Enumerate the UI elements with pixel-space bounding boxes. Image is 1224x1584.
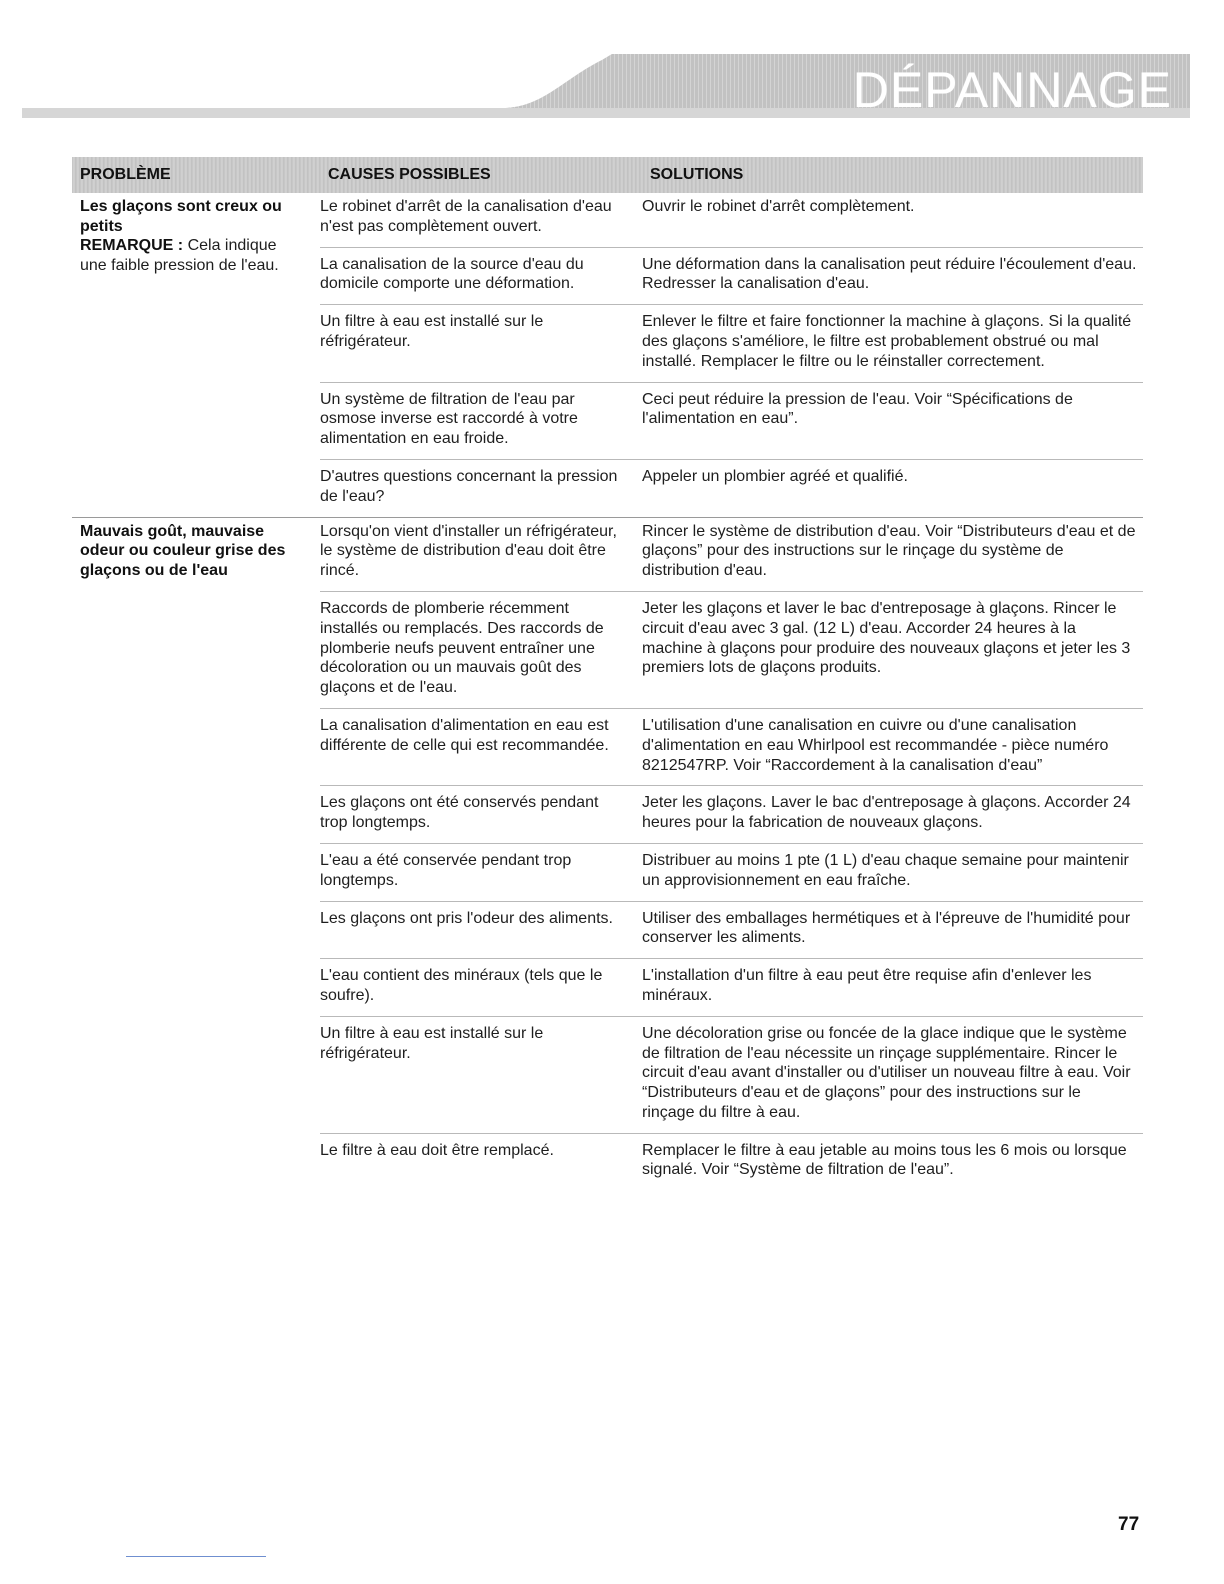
column-header-solutions: SOLUTIONS <box>650 166 744 183</box>
footer-rule <box>126 1556 266 1557</box>
cause-cell: La canalisation de la source d'eau du domicile comporte une déformation. <box>320 255 584 293</box>
table-row <box>320 708 1143 785</box>
header-banner <box>22 50 1190 120</box>
problem-note <box>80 236 304 275</box>
solution-cell: L'installation d'un filtre à eau peut être requise afin d'enlever les minéraux. <box>642 967 1092 1004</box>
solution-cell: Distribuer au moins 1 pte (1 L) d'eau chaque semaine pour maintenir un approvisionnement en eau fraîche. <box>642 851 1129 889</box>
solution-cell: Ouvrir le robinet d'arrêt complètement. <box>642 198 915 215</box>
table-row <box>320 843 1143 901</box>
table-row <box>320 1016 1143 1133</box>
cause-cell: Le filtre à eau doit être remplacé. <box>320 1141 554 1159</box>
problem-note-text: Cela indique une faible pression de l'eau. <box>80 237 279 274</box>
problem-group <box>72 193 1143 517</box>
problem-cell <box>72 193 312 517</box>
table-row <box>320 382 1143 459</box>
table-body <box>72 193 1143 1190</box>
problem-group <box>72 517 1143 1191</box>
cause-cell: Raccords de plomberie récemment installés ou remplacés. Des raccords de plomberie neufs peuvent entraîner une décoloration ou un mauvais goût des glaçons et de l'eau. <box>320 599 604 697</box>
problem-title: Mauvais goût, mauvaise odeur ou couleur grise des glaçons ou de l'eau <box>80 522 286 579</box>
solution-cell: Utiliser des emballages hermétiques et à l'épreuve de l'humidité pour conserver les aliments. <box>642 909 1131 947</box>
cause-cell: Lorsqu'on vient d'installer un réfrigérateur, le système de distribution d'eau doit être rincé. <box>320 522 617 580</box>
solution-cell: Une décoloration grise ou foncée de la glace indique que le système de filtration de l'eau nécessite un rinçage supplémentaire. Rincer le circuit d'eau avant d'installer ou d'utiliser un nouveau filtre à eau. Voir “Distributeurs d'eau et de glaçons” pour des instructions sur le rinçage du filtre à eau. <box>642 1024 1131 1121</box>
solution-cell: L'utilisation d'une canalisation en cuivre ou d'une canalisation d'alimentation en eau Whirlpool est recommandée - pièce numéro 8212547RP. Voir “Raccordement à la canalisation d'eau” <box>642 716 1109 774</box>
table-row <box>320 193 1143 247</box>
table-row <box>320 958 1143 1016</box>
table-row <box>320 459 1143 517</box>
solution-cell: Remplacer le filtre à eau jetable au moins tous les 6 mois ou lorsque signalé. Voir “Système de filtration de l'eau”. <box>642 1141 1127 1179</box>
cause-solution-list <box>320 193 1143 517</box>
solution-cell: Enlever le filtre et faire fonctionner la machine à glaçons. Si la qualité des glaçons s'améliore, le filtre est probablement obstrué ou mal installé. Remplacer le filtre ou le réinstaller correctement. <box>642 313 1132 370</box>
cause-cell: L'eau contient des minéraux (tels que le soufre). <box>320 967 603 1004</box>
cause-cell: Un filtre à eau est installé sur le réfrigérateur. <box>320 1024 544 1062</box>
table-row <box>320 518 1143 591</box>
cause-cell: Un système de filtration de l'eau par osmose inverse est raccordé à votre alimentation en eau froide. <box>320 390 578 448</box>
problem-cell <box>72 518 312 1191</box>
solution-cell: Rincer le système de distribution d'eau. Voir “Distributeurs d'eau et de glaçons” pour des instructions sur le rinçage du système de distribution d'eau. <box>642 522 1136 580</box>
cause-cell: Les glaçons ont pris l'odeur des aliments. <box>320 909 613 927</box>
table-row <box>320 1133 1143 1191</box>
table-row <box>320 247 1143 305</box>
table-header <box>72 157 1143 193</box>
cause-solution-list <box>320 518 1143 1191</box>
cause-cell: L'eau a été conservée pendant trop longtemps. <box>320 851 572 889</box>
problem-note-label: REMARQUE : <box>80 237 184 254</box>
solution-cell: Jeter les glaçons. Laver le bac d'entreposage à glaçons. Accorder 24 heures pour la fabrication de nouveaux glaçons. <box>642 794 1131 832</box>
solution-cell: Appeler un plombier agréé et qualifié. <box>642 467 908 485</box>
cause-cell: La canalisation d'alimentation en eau est différente de celle qui est recommandée. <box>320 716 609 754</box>
column-header-problem: PROBLÈME <box>80 166 171 183</box>
page-title: DÉPANNAGE <box>852 62 1172 118</box>
cause-cell: Le robinet d'arrêt de la canalisation d'eau n'est pas complètement ouvert. <box>320 198 612 235</box>
table-row <box>320 785 1143 843</box>
solution-cell: Ceci peut réduire la pression de l'eau. Voir “Spécifications de l'alimentation en eau”. <box>642 390 1073 428</box>
cause-cell: D'autres questions concernant la pression de l'eau? <box>320 467 618 505</box>
page-number: 77 <box>1118 1514 1140 1535</box>
solution-cell: Jeter les glaçons et laver le bac d'entreposage à glaçons. Rincer le circuit d'eau avec 3 gal. (12 L) d'eau. Accorder 24 heures à la machine à glaçons pour produire des nouveaux glaçons et jeter les 3 premiers lots de glaçons produits. <box>642 599 1131 677</box>
cause-cell: Les glaçons ont été conservés pendant trop longtemps. <box>320 794 599 832</box>
table-row <box>320 901 1143 959</box>
problem-title: Les glaçons sont creux ou petits <box>80 198 282 235</box>
troubleshooting-table <box>72 157 1143 1190</box>
table-row <box>320 591 1143 708</box>
solution-cell: Une déformation dans la canalisation peut réduire l'écoulement d'eau. Redresser la canalisation d'eau. <box>642 255 1137 293</box>
table-row <box>320 304 1143 381</box>
column-header-causes: CAUSES POSSIBLES <box>328 166 491 183</box>
cause-cell: Un filtre à eau est installé sur le réfrigérateur. <box>320 313 544 350</box>
